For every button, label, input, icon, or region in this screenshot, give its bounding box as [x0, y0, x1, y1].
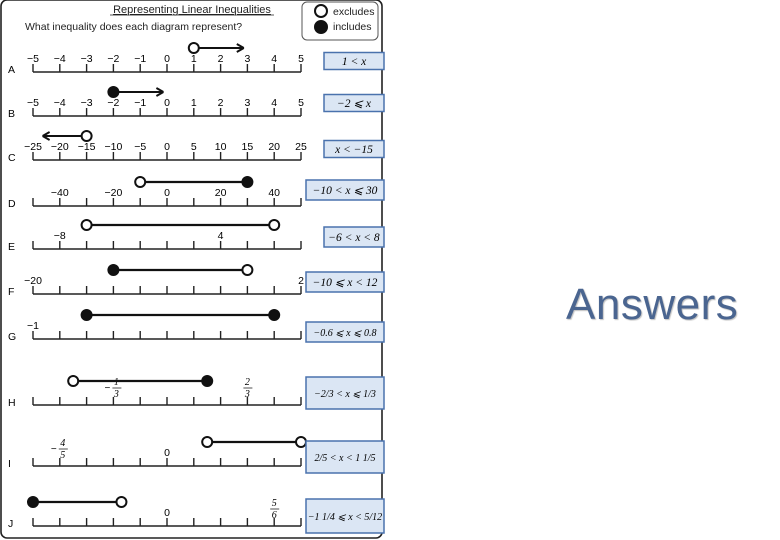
- answer-text: −1 1/4 ⩽ x < 5/12: [307, 512, 383, 523]
- tick-label: 4: [271, 53, 278, 65]
- tick-label: 0: [164, 187, 170, 199]
- tick-label: 0: [164, 507, 170, 519]
- answer-text: 2/5 < x < 1 1/5: [314, 453, 376, 464]
- tick-label: −20: [104, 187, 123, 199]
- tick-label: 0: [164, 53, 170, 65]
- answer-text: −10 ⩽ x < 12: [312, 277, 378, 289]
- tick-label: −10: [104, 141, 123, 153]
- answer-text: −0.6 ⩽ x ⩽ 0.8: [313, 328, 377, 339]
- segment-start-open-point: [202, 437, 212, 447]
- tick-label: 3: [244, 97, 251, 109]
- segment-start-open-point: [68, 376, 78, 386]
- answer-text: 1 < x: [341, 56, 367, 68]
- segment-start-open-point: [135, 177, 145, 187]
- segment-start-closed-point: [82, 310, 92, 320]
- tick-label: 0: [164, 141, 170, 153]
- tick-label-numerator: 2: [244, 377, 250, 388]
- tick-label: −40: [50, 187, 69, 199]
- segment-end-open-point: [242, 265, 252, 275]
- legend-open-label: excludes: [333, 6, 375, 18]
- tick-label: 1: [190, 97, 197, 109]
- tick-label: −20: [24, 275, 42, 287]
- tick-label: 20: [268, 141, 281, 153]
- ray-start-open-point: [82, 131, 92, 141]
- row-label: I: [8, 458, 11, 470]
- tick-label: 4: [271, 97, 278, 109]
- tick-label: 5: [298, 97, 304, 109]
- tick-label: 0: [164, 97, 170, 109]
- tick-label: −8: [53, 230, 66, 242]
- tick-label: 0: [164, 447, 170, 459]
- segment-end-open-point: [269, 220, 279, 230]
- segment-end-closed-point: [269, 310, 279, 320]
- legend-open-circle-icon: [315, 5, 327, 17]
- tick-label: 40: [268, 187, 281, 199]
- segment-start-closed-point: [28, 497, 38, 507]
- segment-end-closed-point: [242, 177, 252, 187]
- tick-label: −1: [134, 53, 147, 65]
- tick-label: 20: [214, 187, 227, 199]
- segment-start-open-point: [82, 220, 92, 230]
- row-label: G: [8, 331, 17, 343]
- tick-label-denominator: 3: [113, 389, 119, 400]
- tick-label-numerator: 4: [60, 438, 66, 449]
- row-label: B: [8, 108, 16, 120]
- tick-label: −5: [134, 141, 147, 153]
- legend-closed-circle-icon: [315, 21, 327, 33]
- row-label: H: [8, 397, 16, 409]
- tick-label: −4: [53, 53, 66, 65]
- answer-text: x < −15: [335, 144, 373, 156]
- tick-label: −20: [50, 141, 69, 153]
- tick-label: 10: [214, 141, 227, 153]
- tick-label: 25: [295, 141, 307, 153]
- segment-end-open-point: [296, 437, 306, 447]
- tick-label: −5: [27, 53, 39, 65]
- row-label: F: [8, 286, 15, 298]
- tick-label-denominator: 3: [244, 389, 250, 400]
- tick-label: −3: [80, 97, 93, 109]
- tick-label: −25: [24, 141, 42, 153]
- tick-label-minus: −: [50, 444, 57, 455]
- row-label: D: [8, 198, 16, 210]
- row-label: C: [8, 152, 16, 164]
- worksheet-title: Representing Linear Inequalities: [113, 4, 271, 16]
- answers-heading: Answers: [566, 280, 739, 329]
- tick-label-numerator: 1: [113, 377, 119, 388]
- segment-end-closed-point: [202, 376, 212, 386]
- answer-text: −10 < x ⩽ 30: [312, 185, 378, 197]
- tick-label: 4: [217, 230, 224, 242]
- answer-text: −6 < x < 8: [328, 232, 380, 244]
- tick-label: 5: [190, 141, 197, 153]
- answer-text: −2 ⩽ x: [336, 98, 372, 110]
- tick-label: 2: [217, 53, 224, 65]
- tick-label: −2: [107, 53, 120, 65]
- ray-start-closed-point: [108, 87, 118, 97]
- row-label: A: [8, 64, 16, 76]
- tick-label: −1: [27, 320, 39, 332]
- tick-label: 2: [298, 275, 304, 287]
- tick-label-denominator: 5: [60, 450, 66, 461]
- legend-closed-label: includes: [333, 21, 372, 33]
- tick-label: −5: [27, 97, 39, 109]
- tick-label: −2: [107, 97, 120, 109]
- tick-label: −1: [134, 97, 147, 109]
- tick-label: 1: [190, 53, 197, 65]
- tick-label: −15: [77, 141, 96, 153]
- answer-text: −2/3 < x ⩽ 1/3: [314, 389, 376, 400]
- row-label: J: [8, 518, 14, 530]
- tick-label-denominator: 6: [271, 510, 277, 521]
- tick-label-minus: −: [104, 383, 111, 394]
- tick-label: −3: [80, 53, 93, 65]
- tick-label: 15: [241, 141, 254, 153]
- tick-label: 3: [244, 53, 251, 65]
- tick-label: 5: [298, 53, 304, 65]
- tick-label-numerator: 5: [271, 498, 277, 509]
- worksheet-question: What inequality does each diagram represent?: [25, 21, 243, 33]
- row-label: E: [8, 241, 16, 253]
- segment-end-open-point: [116, 497, 126, 507]
- ray-start-open-point: [189, 43, 199, 53]
- tick-label: −4: [53, 97, 66, 109]
- segment-start-closed-point: [108, 265, 118, 275]
- tick-label: 2: [217, 97, 224, 109]
